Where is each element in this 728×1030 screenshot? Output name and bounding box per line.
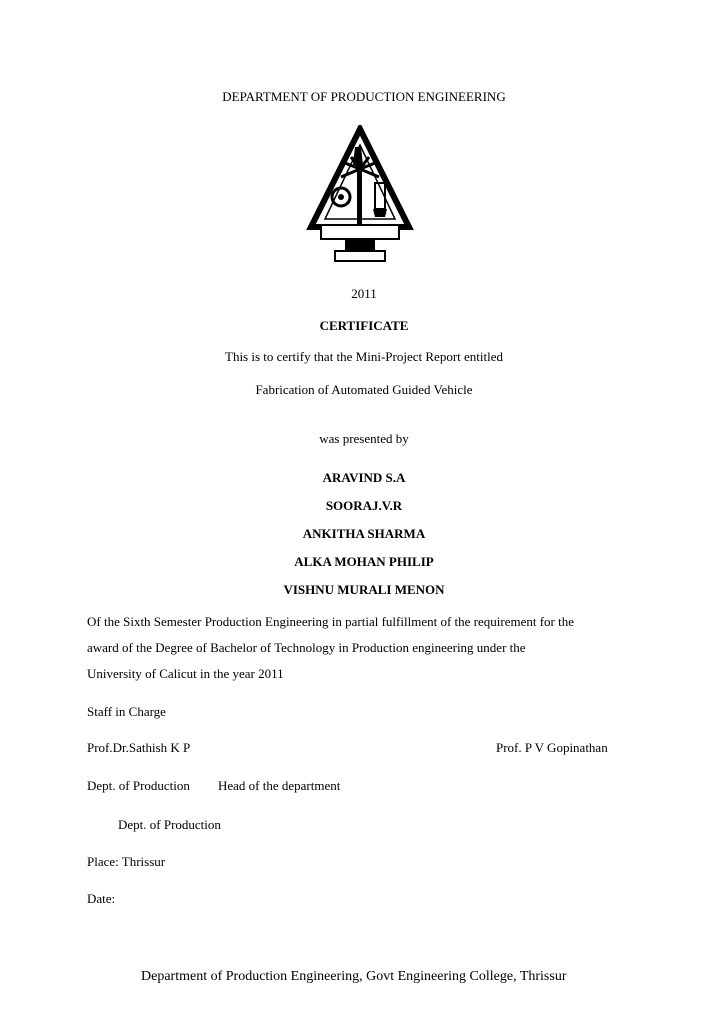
- staff-dept: Dept. of Production: [87, 778, 190, 793]
- staff-in-charge-label: Staff in Charge: [87, 704, 166, 719]
- student-name: ANKITHA SHARMA: [302, 526, 426, 541]
- hod-dept: Dept. of Production: [118, 817, 221, 832]
- student-name: ALKA MOHAN PHILIP: [294, 554, 434, 569]
- body-line: award of the Degree of Bachelor of Technology in Production engineering under the: [87, 640, 526, 655]
- certificate-intro: This is to certify that the Mini-Project Report entitled: [225, 349, 503, 364]
- staff-name: Prof.Dr.Sathish K P: [87, 740, 191, 755]
- hod-name: Prof. P V Gopinathan: [496, 740, 608, 755]
- place: Place: Thrissur: [87, 854, 166, 869]
- project-title: Fabrication of Automated Guided Vehicle: [255, 382, 473, 397]
- footer: Department of Production Engineering, Govt Engineering College, Thrissur: [141, 969, 567, 984]
- student-name: VISHNU MURALI MENON: [283, 582, 445, 597]
- certificate-title: CERTIFICATE: [319, 318, 409, 333]
- department-heading: DEPARTMENT OF PRODUCTION ENGINEERING: [222, 89, 506, 104]
- student-name: ARAVIND S.A: [322, 470, 406, 485]
- body-line: University of Calicut in the year 2011: [87, 666, 284, 681]
- hod-title: Head of the department: [218, 778, 341, 793]
- body-line: Of the Sixth Semester Production Engineering in partial fulfillment of the requirement for the: [87, 614, 575, 629]
- student-name: SOORAJ.V.R: [325, 498, 403, 513]
- presented-by: was presented by: [319, 431, 409, 446]
- college-emblem-icon: [305, 125, 415, 265]
- date: Date:: [87, 891, 116, 906]
- year: 2011: [351, 286, 377, 301]
